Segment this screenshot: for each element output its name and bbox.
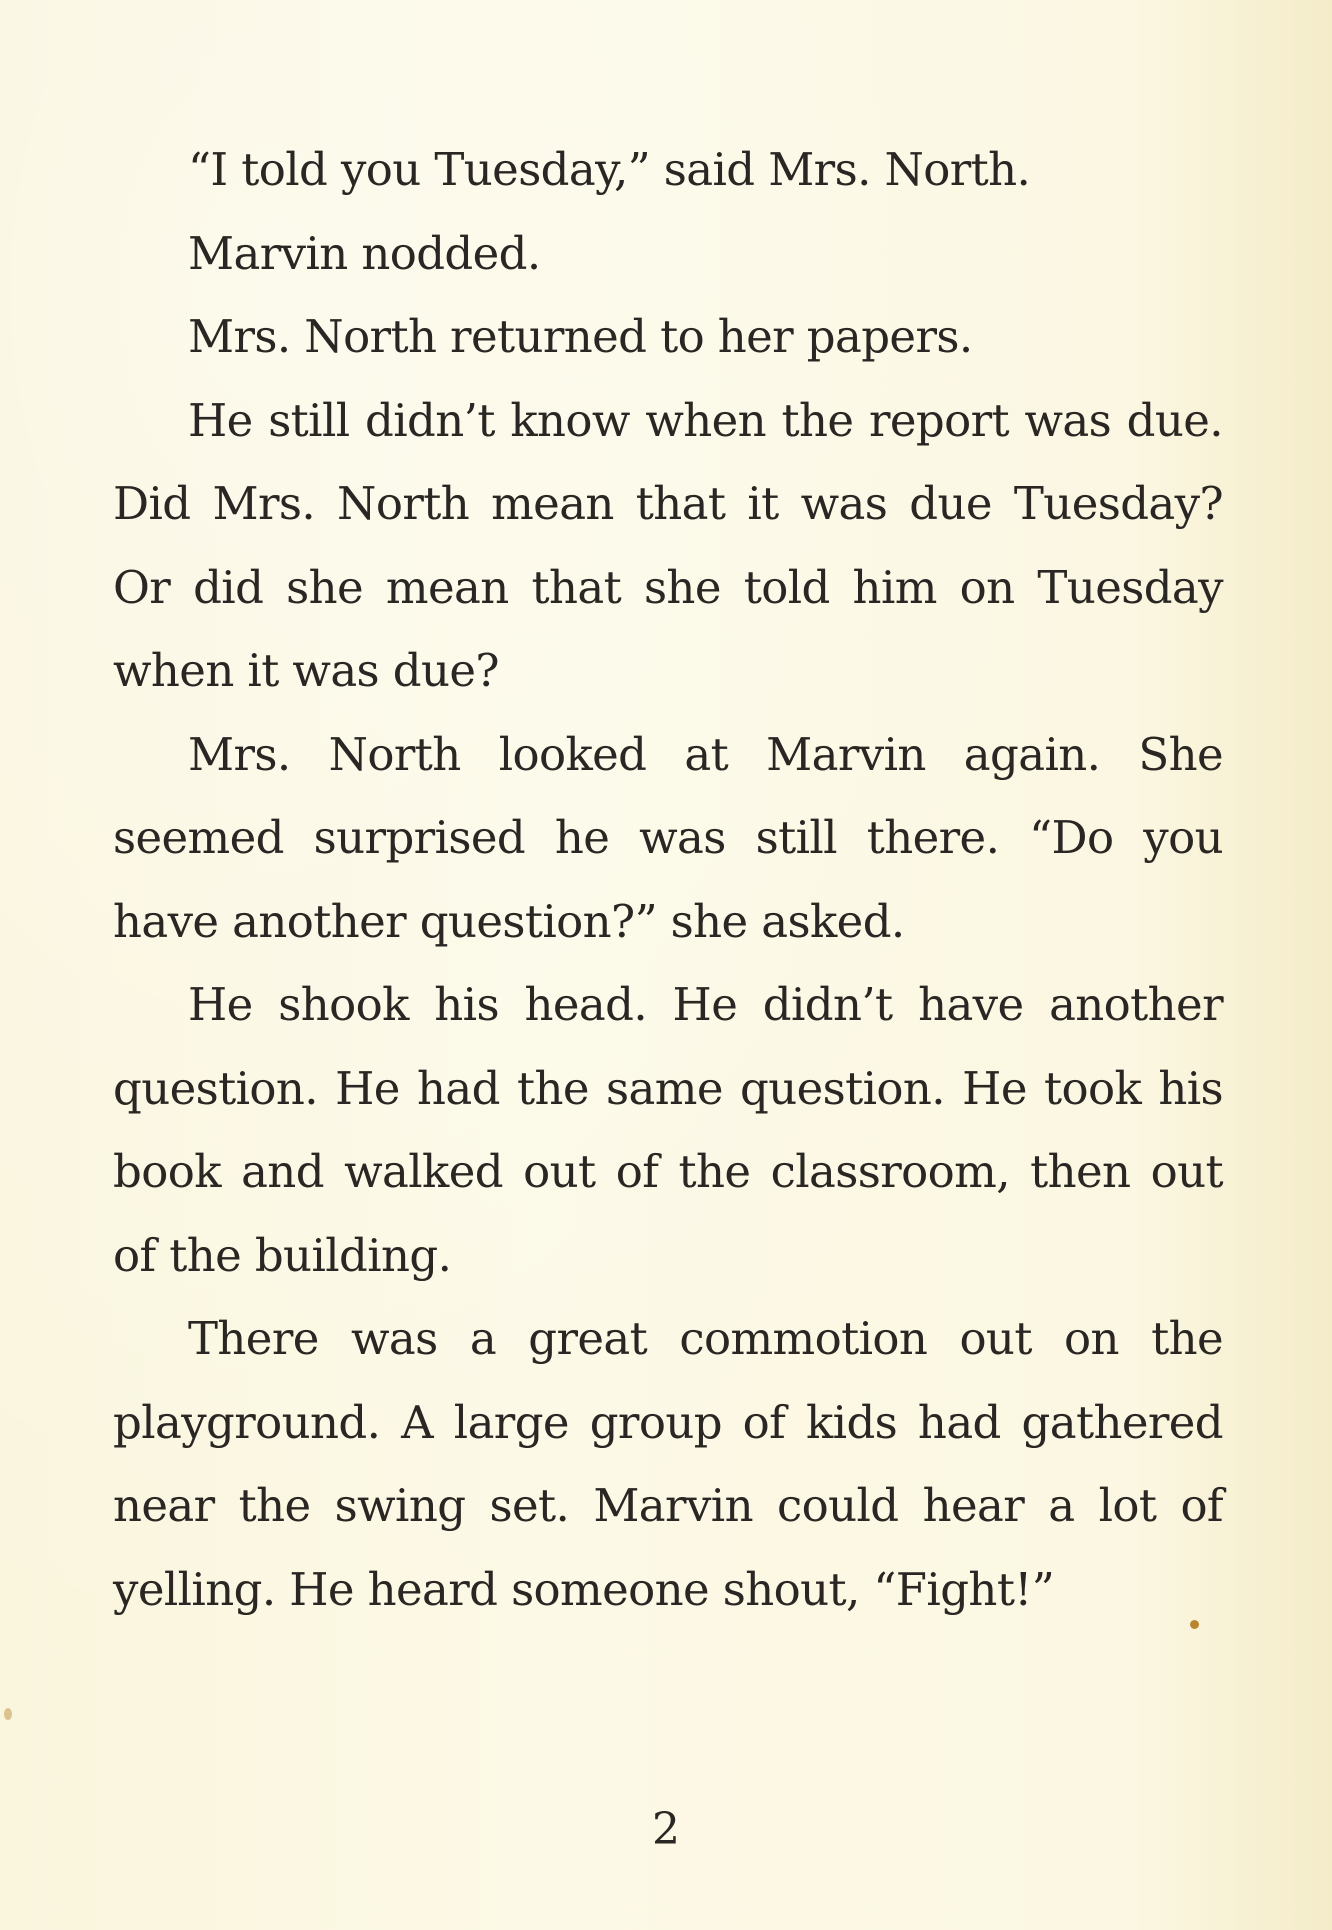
paragraph: There was a great commotion out on the playground. A large group of kids had gathered near the swing set. Marvin could hear a lot of yelling. He heard someone shout, “Fight!” <box>113 1312 1223 1616</box>
paragraph: He shook his head. He didn’t have another question. He had the same question. He took his book and walked out of the classroom, then out of the building. <box>113 978 1223 1282</box>
paragraph: Mrs. North looked at Marvin again. She seemed surprised he was still there. “Do you have another question?” she asked. <box>113 727 1223 948</box>
paragraph: Mrs. North returned to her papers. <box>188 310 973 363</box>
paragraph: “I told you Tuesday,” said Mrs. North. <box>188 143 1031 196</box>
paragraph: Marvin nodded. <box>188 226 541 280</box>
page-number: 2 <box>652 1804 680 1855</box>
paragraph: He still didn’t know when the report was due. Did Mrs. North mean that it was due Tuesday? Or did she mean that she told him on Tuesday when it was due? <box>113 393 1223 697</box>
paper-speck <box>4 1708 12 1720</box>
paper-speck <box>1190 1620 1199 1629</box>
body-text <box>113 128 1223 1631</box>
